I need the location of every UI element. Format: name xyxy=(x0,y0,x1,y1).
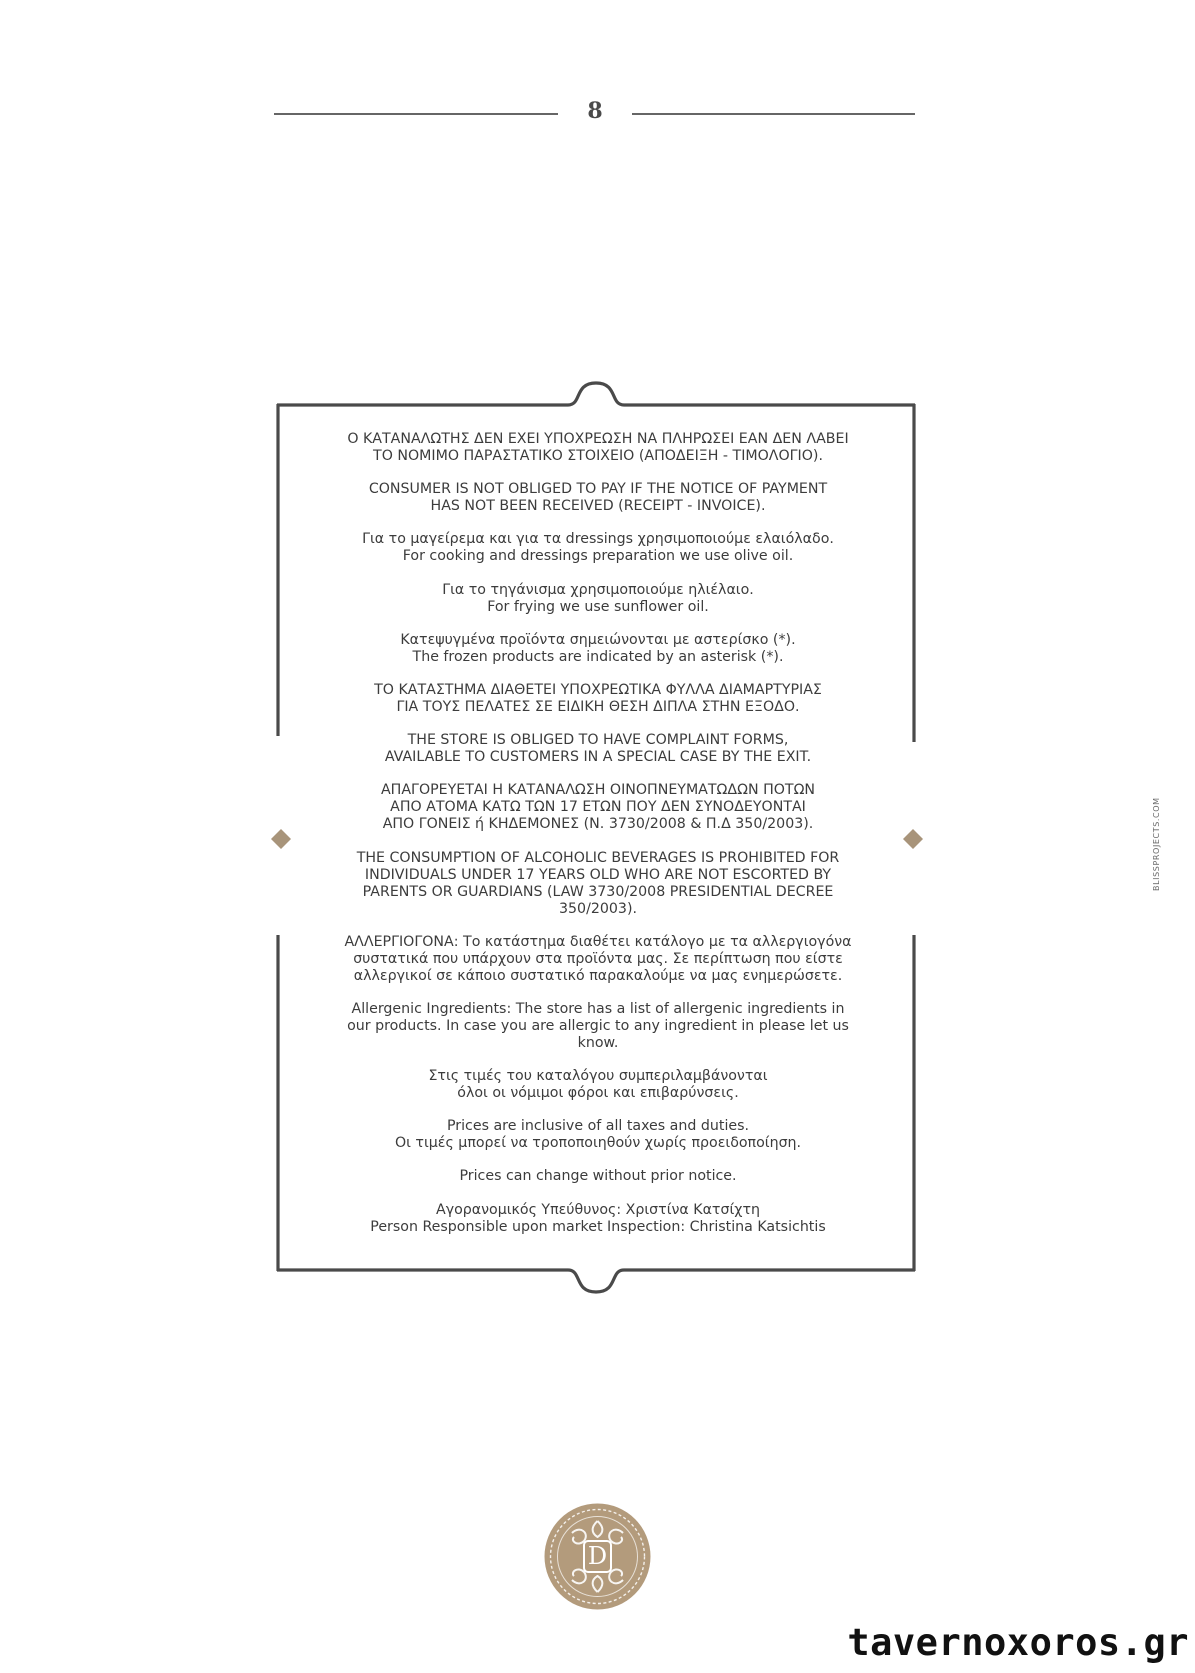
notice-paragraph xyxy=(306,1001,890,1052)
diamond-left-icon xyxy=(271,829,291,849)
notice-paragraph xyxy=(306,1118,890,1152)
notice-line: Για το μαγείρεμα και για τα dressings χρησιμοποιούμε ελαιόλαδο. xyxy=(362,531,834,548)
notice-line: PARENTS OR GUARDIANS (LAW 3730/2008 PRESIDENTIAL DECREE xyxy=(362,883,834,900)
notice-line: ΤΟ ΝΟΜΙΜΟ ΠΑΡΑΣΤΑΤΙΚΟ ΣΤΟΙΧΕΙΟ (ΑΠΟΔΕΙΞΗ - ΤΙΜΟΛΟΓΙΟ). xyxy=(373,448,823,464)
notice-paragraph xyxy=(306,850,890,918)
notice-line: ΑΛΛΕΡΓΙΟΓΟΝΑ: Το κατάστημα διαθέτει κατάλογο με τα αλλεργιογόνα xyxy=(344,933,852,950)
notice-line: AVAILABLE TO CUSTOMERS IN A SPECIAL CASE BY THE EXIT. xyxy=(384,749,812,766)
frame-top-edge xyxy=(277,383,915,405)
notice-line: know. xyxy=(577,1034,619,1051)
emblem-letter: D xyxy=(587,1542,608,1570)
notice-line: συστατικά που υπάρχουν στα προϊόντα μας. Σε περίπτωση που είστε xyxy=(353,950,843,967)
notice-line: Κατεψυγμένα προϊόντα σημειώνονται με αστερίσκο (*). xyxy=(400,631,796,648)
notice-paragraph xyxy=(306,1168,890,1185)
notice-line: 350/2003). xyxy=(558,900,637,917)
notice-paragraph xyxy=(306,582,890,616)
notice-line: Prices are inclusive of all taxes and duties. xyxy=(446,1118,750,1135)
notice-line: our products. In case you are allergic to any ingredient in please let us xyxy=(347,1017,849,1034)
side-credit: BLISSPROJECTS.COM xyxy=(1152,797,1161,891)
notice-line: CONSUMER IS NOT OBLIGED TO PAY IF THE NOTICE OF PAYMENT xyxy=(368,481,828,498)
notice-line: Οι τιμές μπορεί να τροποποιηθούν χωρίς προειδοποίηση. xyxy=(394,1135,802,1152)
notice-paragraph xyxy=(306,934,890,985)
page-number: 8 xyxy=(587,98,603,124)
notice-line: ΤΟ ΚΑΤΑΣΤΗΜΑ ΔΙΑΘΕΤΕΙ ΥΠΟΧΡΕΩΤΙΚΑ ΦΥΛΛΑ ΔΙΑΜΑΡΤΥΡΙΑΣ xyxy=(374,681,822,698)
notice-line: INDIVIDUALS UNDER 17 YEARS OLD WHO ARE NOT ESCORTED BY xyxy=(364,866,832,883)
header-rule-left xyxy=(274,113,558,115)
notice-line: For cooking and dressings preparation we use olive oil. xyxy=(402,548,794,565)
frame-bottom-edge xyxy=(277,1270,915,1292)
notice-line: ΑΠΟ ΓΟΝΕΙΣ ή ΚΗΔΕΜΟΝΕΣ (Ν. 3730/2008 & Π.Δ 350/2003). xyxy=(382,816,814,833)
notice-line: ΑΠΟ ΑΤΟΜΑ ΚΑΤΩ ΤΩΝ 17 ΕΤΩΝ ΠΟΥ ΔΕΝ ΣΥΝΟΔΕΥΟΝΤΑΙ xyxy=(390,799,806,816)
notice-paragraph xyxy=(306,1068,890,1102)
notice-line: For frying we use sunflower oil. xyxy=(487,598,709,615)
notice-line: αλλεργικοί σε κάποιο συστατικό παρακαλούμε να μας ενημερώσετε. xyxy=(353,967,843,984)
notice-line: ΑΠΑΓΟΡΕΥΕΤΑΙ Η ΚΑΤΑΝΑΛΩΣΗ ΟΙΝΟΠΝΕΥΜΑΤΩΔΩΝ ΠΟΤΩΝ xyxy=(380,782,816,799)
notice-line: Person Responsible upon market Inspection: Christina Katsichtis xyxy=(370,1218,826,1235)
notice-line: Allergenic Ingredients: The store has a list of allergenic ingredients in xyxy=(351,1000,845,1017)
notice-line: THE CONSUMPTION OF ALCOHOLIC BEVERAGES IS PROHIBITED FOR xyxy=(356,849,840,866)
notice-text-block xyxy=(306,431,890,1252)
diamond-right-icon xyxy=(903,829,923,849)
notice-line: Αγορανομικός Υπεύθυνος: Χριστίνα Κατσίχτη xyxy=(435,1201,760,1218)
notice-line: Για το τηγάνισμα χρησιμοποιούμε ηλιέλαιο. xyxy=(442,581,754,598)
notice-line: Prices can change without prior notice. xyxy=(459,1168,737,1185)
notice-line: Ο ΚΑΤΑΝΑΛΩΤΗΣ ΔΕΝ ΕΧΕΙ ΥΠΟΧΡΕΩΣΗ ΝΑ ΠΛΗΡΩΣΕΙ ΕΑΝ ΔΕΝ ΛΑΒΕΙ xyxy=(347,431,849,447)
notice-paragraph xyxy=(306,732,890,766)
notice-line: ΓΙΑ ΤΟΥΣ ΠΕΛΑΤΕΣ ΣΕ ΕΙΔΙΚΗ ΘΕΣΗ ΔΙΠΛΑ ΣΤΗΝ ΕΞΟΔΟ. xyxy=(396,698,800,715)
notice-paragraph xyxy=(306,632,890,666)
watermark: tavernoxoros.gr xyxy=(847,1621,1189,1664)
notice-line: THE STORE IS OBLIGED TO HAVE COMPLAINT FORMS, xyxy=(407,732,789,749)
header-rule-right xyxy=(632,113,915,115)
notice-line: όλοι οι νόμιμοι φόροι και επιβαρύνσεις. xyxy=(457,1085,739,1102)
notice-paragraph xyxy=(306,531,890,565)
notice-line: HAS NOT BEEN RECEIVED (RECEIPT - INVOICE). xyxy=(430,498,766,515)
notice-paragraph xyxy=(306,431,890,465)
notice-paragraph xyxy=(306,1202,890,1236)
notice-line: Στις τιμές του καταλόγου συμπεριλαμβάνονται xyxy=(428,1068,768,1085)
restaurant-emblem-logo xyxy=(544,1503,651,1610)
notice-paragraph xyxy=(306,682,890,716)
notice-paragraph xyxy=(306,481,890,515)
notice-paragraph xyxy=(306,782,890,833)
notice-line: The frozen products are indicated by an asterisk (*). xyxy=(412,648,784,665)
